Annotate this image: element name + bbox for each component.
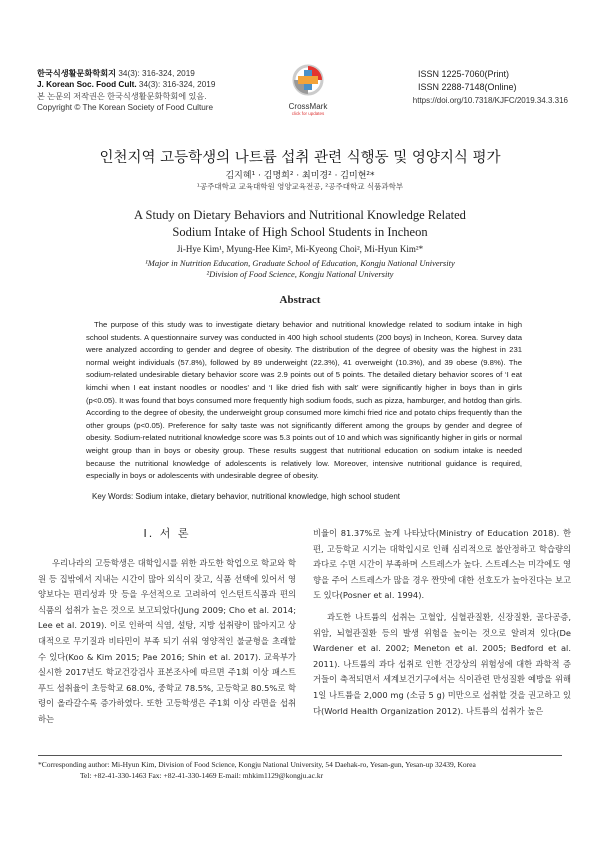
title-korean: 인천지역 고등학생의 나트륨 섭취 관련 식행동 및 영양지식 평가 [99, 150, 501, 166]
journal-info [37, 68, 215, 113]
body-paragraph: 우리나라의 고등학생은 대학입시를 위한 과도한 학업으로 학교와 학원 등 집밖에서 지내는 시간이 많아 외식이 잦고, 식품 선택에 있어서 영양보다는 편리성과 맛 등을 우선적으로 고려하여 인스턴트식품과 편의식품의 섭취가 높은 것으로 보고되었다(Jung 2009; Cho et al. 2014; Lee et al. 2019). 이로 인하여 식염, 설탕, 지방 섭취량이 많아지고 상대적으로 무기질과 비타민이 부족 되기 쉬워 영양적인 불균형을 초래할 수 있다(Koo & Kim 2015; Pae 2016; Shin et al. 2017). 교육부가 실시한 2017년도 학교건강검사 표본조사에 따르면 주1회 이상 패스트푸드 섭취율이 초등학교 68.0%, 중학교 78.5%, 고등학교 80.5%로 학령이 올라갈수록 증가하였다. 또한 고등학생은 주1회 이상 라면을 섭취하는 [38, 558, 296, 724]
body-paragraph: 비율이 81.37%로 높게 나타났다(Ministry of Education 2018). 한편, 고등학교 시기는 대학입시로 인해 심리적으로 불안정하고 학습량의 과다로 수면 시간이 부족하며 스트레스가 높다. 스트레스는 미각에도 영향을 주어 스트레스가 많을 경우 짠맛에 대한 선호도가 높아진다는 보고도 있다(Posner et al. 1994). [313, 528, 571, 601]
keywords: Key Words: Sodium intake, dietary behavior, nutritional knowledge, high school student [92, 492, 401, 501]
journal-name-en: J. Korean Soc. Food Cult. [37, 80, 137, 90]
issn-online: ISSN 2288-7148(Online) [418, 82, 517, 92]
body-paragraph: 과도한 나트륨의 섭취는 고혈압, 심혈관질환, 신장질환, 골다공증, 위암, 뇌혈관질환 등의 발생 위험을 높이는 것으로 알려져 있다(De Wardener et al. 2002; Meneton et al. 2005; Bedford et al. 2011). 나트륨의 과다 섭취로 인한 건강상의 위험성에 대한 과학적 증거들이 축적되면서 세계보건기구에서는 식이관련 만성질환 예방을 위해 1일 나트륨을 2,000 mg (소금 5 g) 미만으로 섭취할 것을 권고하고 있다(World Health Organization 2012). 나트륨의 섭취가 높은 [313, 611, 571, 716]
affiliation-english-1: ¹Major in Nutrition Education, Graduate School of Education, Kongju National University [145, 258, 455, 268]
footnote-divider [38, 755, 562, 756]
journal-volume-ko: 34(3): 316-324, 2019 [116, 69, 195, 78]
issn-info [418, 68, 568, 94]
abstract-text: The purpose of this study was to investigate dietary behavior and nutritional knowledge related to sodium intake in high school students. A questionnaire survey was conducted in 400 high school students (200 boys) in Incheon, Korea. Survey data were analyzed according to gender and degree of obesity. The distribution of the degree of obesity was the highest in 231 normal weight individuals (57.8%), followed by 89 underweight (22.3%), 41 overweight (10.3%), and 39 obese (9.8%). The sodium-related undesirable dietary behavior score was 2.9 points out of 5 points. The detailed dietary behavior scores of ‘I eat kimchi when I eat instant noodles or noodles’ and ‘I like dried fish with salt’ were significantly higher in boys than in girls (p<0.05). It was found that boys consumed more frequently high sodium foods, such as pizza, hamburger, and hotdog than girls. According to the degree of obesity, the underweight group consumed more kimchi fried rice and potato chips frequently than the other groups (p<0.05). Preference for salty taste was not significantly different among the groups by gender and degree of obesity. Sodium-related nutritional knowledge score was 5.3 points out of 10 and which was significantly higher in girls or normal weight group than in boys or obesity group. These results suggest that nutritional education on sodium intake is needed because the nutritional knowledge of adolescents is relatively low. Moreover, intensive nutritional guidance is required, especially in boys or adolescents with undesirable degree of obesity. [86, 320, 522, 481]
copyright-ko: 본 논문의 저작권은 한국식생활문화학회에 있음. [37, 91, 207, 101]
title-english-line2: Sodium Intake of High School Students in Incheon [172, 225, 428, 239]
affiliation-korean: ¹공주대학교 교육대학원 영양교육전공, ²공주대학교 식품과학부 [196, 182, 404, 191]
authors-korean: 김지혜¹ · 김명희² · 최미경² · 김미현²* [225, 171, 375, 181]
affiliation-english-2: ²Division of Food Science, Kongju National University [206, 269, 394, 279]
crossmark-sublabel: click for updates [291, 111, 325, 116]
authors-english: Ji-Hye Kim¹, Myung-Hee Kim², Mi-Kyeong Choi², Mi-Hyun Kim²* [176, 244, 424, 254]
section-title-introduction: I. 서 론 [143, 527, 191, 540]
abstract-body [86, 319, 522, 483]
journal-name-ko: 한국식생활문화학회지 [37, 69, 117, 78]
body-left-column [38, 556, 296, 728]
doi-link[interactable]: https://doi.org/10.7318/KJFC/2019.34.3.316 [412, 96, 568, 105]
contact-info: Tel: +82-41-330-1463 Fax: +82-41-330-1469 E-mail: mhkim1129@kongju.ac.kr [80, 770, 324, 780]
copyright-en: Copyright © The Korean Society of Food Culture [37, 102, 214, 112]
crossmark-badge[interactable] [282, 62, 334, 116]
body-right-column [313, 526, 571, 719]
affiliation-english [0, 258, 600, 280]
footnote [38, 760, 578, 781]
crossmark-icon [288, 62, 328, 100]
issn-print: ISSN 1225-7060(Print) [418, 69, 510, 79]
corresponding-author: *Corresponding author: Mi-Hyun Kim, Division of Food Science, Kongju National University, 54 Daehak-ro, Yesan-gun, Yesan-up 32439, Korea [38, 760, 476, 769]
abstract-heading: Abstract [279, 294, 321, 306]
title-english-line1: A Study on Dietary Behaviors and Nutritional Knowledge Related [134, 208, 466, 222]
crossmark-label: CrossMark [288, 102, 328, 111]
title-english [0, 207, 600, 241]
journal-volume-en: 34(3): 316-324, 2019 [136, 80, 216, 90]
